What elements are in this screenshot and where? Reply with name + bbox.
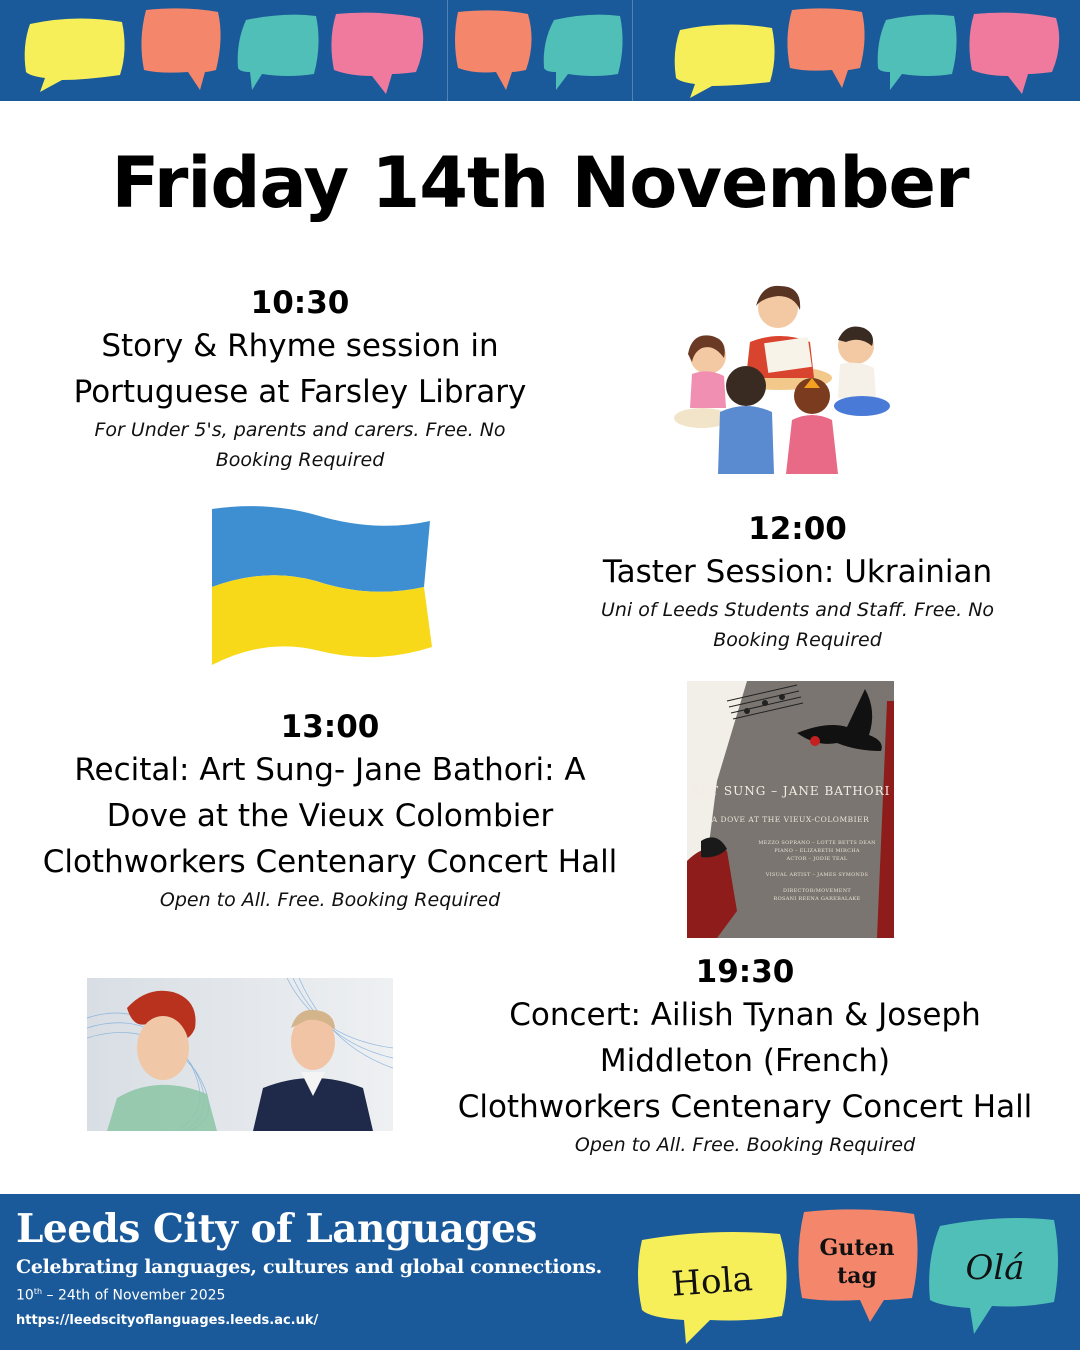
banner-divider: [447, 0, 448, 101]
event-note-line: For Under 5's, parents and carers. Free. No: [94, 419, 506, 441]
poster-credit-line: [747, 863, 887, 871]
poster-credit-line: PIANO – ELIZABETH MIRCHA: [774, 848, 860, 854]
event-note-line: Booking Required: [215, 449, 385, 471]
event-1930: [430, 952, 1060, 1160]
event-title-line: Taster Session: Ukrainian: [602, 554, 993, 590]
event-1300: [20, 707, 640, 915]
event-time: 13:00: [280, 709, 380, 745]
event-note-line: Open to All. Free. Booking Required: [574, 1134, 916, 1156]
event-title-line: Middleton (French): [599, 1043, 891, 1079]
footer-dates: [16, 1287, 225, 1304]
footer-banner: [0, 1194, 1080, 1350]
event-time: 19:30: [695, 954, 795, 990]
speech-bubbles-decoration: [0, 0, 1080, 101]
poster-credits: [747, 839, 887, 903]
poster-credit-line: MEZZO SOPRANO – LOTTE BETTS DEAN: [758, 840, 876, 846]
top-banner: [0, 0, 1080, 101]
event-title-line: Dove at the Vieux Colombier: [106, 798, 554, 834]
event-note-line: Uni of Leeds Students and Staff. Free. No: [600, 599, 995, 621]
event-1200: [560, 509, 1035, 655]
speech-bubble-icon: [331, 13, 423, 94]
speech-bubble-icon: [787, 8, 864, 88]
guten-tag-line: Guten: [819, 1235, 895, 1261]
speech-bubble-icon: [675, 24, 775, 98]
ola-bubble-text: Olá: [965, 1248, 1025, 1288]
footer-url[interactable]: https://leedscityoflanguages.leeds.ac.uk/: [16, 1313, 319, 1328]
guten-tag-bubble-text: [806, 1234, 908, 1290]
event-note-line: Booking Required: [713, 629, 882, 651]
poster-credit-line: ROSANI REENA GAREBALAKE: [773, 896, 861, 902]
event-title-line: Clothworkers Centenary Concert Hall: [42, 844, 618, 880]
speech-bubble-icon: [238, 15, 319, 90]
poster-credit-line: VISUAL ARTIST – JAMES SYMONDS: [765, 872, 869, 878]
footer-dates-day: 10: [16, 1287, 34, 1304]
poster-credit-line: ACTOR – JODIE TEAL: [786, 856, 848, 862]
recital-poster: [687, 681, 894, 938]
event-time: 10:30: [250, 285, 350, 321]
speech-bubble-icon: [25, 18, 125, 92]
speech-bubble-icon: [455, 10, 532, 90]
performers-photo-artwork: [87, 978, 393, 1131]
event-time: 12:00: [748, 511, 847, 547]
event-title-line: Clothworkers Centenary Concert Hall: [457, 1089, 1033, 1125]
speech-bubble-icon: [969, 13, 1059, 94]
event-title-line: Recital: Art Sung- Jane Bathori: A: [74, 752, 586, 788]
page-title: Friday 14th November: [111, 142, 969, 224]
speech-bubble-icon: [878, 15, 957, 90]
hola-bubble-text: Hola: [670, 1259, 754, 1305]
event-note-line: Open to All. Free. Booking Required: [159, 889, 501, 911]
ukraine-flag-icon: [206, 505, 436, 670]
poster-subtitle: A DOVE AT THE VIEUX-COLOMBIER: [711, 815, 870, 824]
event-1030: [40, 283, 560, 475]
event-title-line: Portuguese at Farsley Library: [73, 374, 527, 410]
storytime-illustration: [662, 278, 902, 478]
footer-dates-sup: th: [33, 1287, 43, 1296]
footer-dates-rest: – 24th of November 2025: [42, 1287, 226, 1304]
guten-tag-line: tag: [837, 1263, 877, 1289]
event-title-line: Concert: Ailish Tynan & Joseph: [509, 997, 981, 1033]
poster-credit-line: DIRECTOR/MOVEMENT: [782, 888, 852, 894]
poster-credit-line: [747, 879, 887, 887]
footer-tagline: Celebrating languages, cultures and global connections.: [16, 1256, 602, 1278]
poster-title: ART SUNG – JANE BATHORI: [690, 784, 891, 798]
event-title-line: Story & Rhyme session in: [101, 328, 499, 364]
speech-bubble-icon: [141, 8, 220, 90]
banner-divider: [632, 0, 633, 101]
speech-bubble-icon: [544, 15, 623, 90]
performers-photo: [87, 978, 393, 1131]
footer-title: Leeds City of Languages: [16, 1206, 537, 1252]
